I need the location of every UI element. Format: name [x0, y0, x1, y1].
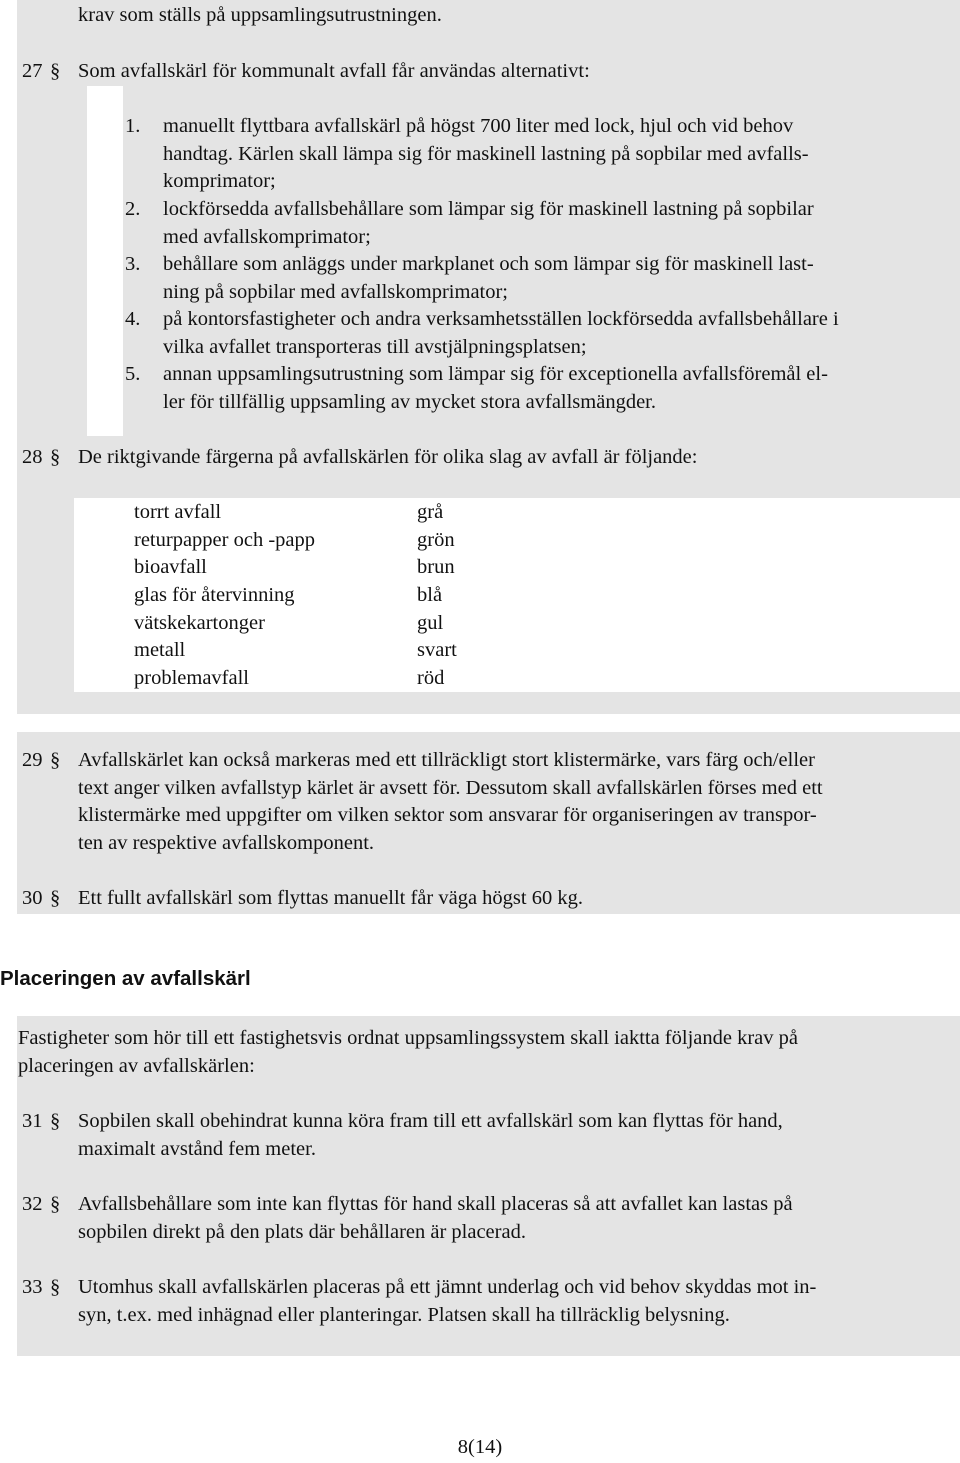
waste-type: problemavfall: [134, 667, 249, 689]
p32-line: Avfallsbehållare som inte kan flyttas för hand skall placeras så att avfallet kan lastas på: [78, 1193, 793, 1215]
list-item-number: 3.: [125, 253, 141, 275]
section-symbol: §: [50, 887, 61, 909]
list-item-line: annan uppsamlingsutrustning som lämpar sig för exceptionella avfallsföremål el-: [163, 363, 828, 385]
p28-number: 28: [22, 446, 43, 468]
list-item-line: lockförsedda avfallsbehållare som lämpar sig för maskinell lastning på sopbilar: [163, 198, 814, 220]
waste-type: glas för återvinning: [134, 584, 295, 606]
p27-text: Som avfallskärl för kommunalt avfall får användas alternativt:: [78, 60, 590, 82]
waste-type: torrt avfall: [134, 501, 222, 523]
p31-line: maximalt avstånd fem meter.: [78, 1138, 316, 1160]
section-symbol: §: [50, 1276, 61, 1298]
list-item-number: 4.: [125, 308, 141, 330]
p31-number: 31: [22, 1110, 43, 1132]
bin-color: grön: [417, 529, 455, 551]
shade-left-list: [17, 86, 87, 436]
section-symbol: §: [50, 60, 61, 82]
bin-color: röd: [417, 667, 445, 689]
p29-line: text anger vilken avfallstyp kärlet är avsett för. Dessutom skall avfallskärlen förses med ett: [78, 777, 823, 799]
bin-color: svart: [417, 639, 457, 661]
list-item-line: på kontorsfastigheter och andra verksamhetsställen lockförsedda avfallsbehållare i: [163, 308, 839, 330]
waste-type: metall: [134, 639, 186, 661]
section-symbol: §: [50, 446, 61, 468]
waste-type: returpapper och -papp: [134, 529, 315, 551]
list-item-line: behållare som anläggs under markplanet och som lämpar sig för maskinell last-: [163, 253, 814, 275]
list-item-number: 2.: [125, 198, 141, 220]
list-item-line: med avfallskomprimator;: [163, 226, 371, 248]
p30-text: Ett fullt avfallskärl som flyttas manuellt får väga högst 60 kg.: [78, 887, 583, 909]
bin-color: gul: [417, 612, 444, 634]
list-item-line: vilka avfallet transporteras till avstjälpningsplatsen;: [163, 336, 587, 358]
list-item-line: ler för tillfällig uppsamling av mycket stora avfallsmängder.: [163, 391, 657, 413]
bin-color: grå: [417, 501, 444, 523]
p33-line: Utomhus skall avfallskärlen placeras på ett jämnt underlag och vid behov skyddas mot in-: [78, 1276, 817, 1298]
p30-number: 30: [22, 887, 43, 909]
section-symbol: §: [50, 1110, 61, 1132]
p28-text: De riktgivande färgerna på avfallskärlen för olika slag av avfall är följande:: [78, 446, 698, 468]
bin-color: brun: [417, 556, 455, 578]
p29-number: 29: [22, 749, 43, 771]
bin-color: blå: [417, 584, 443, 606]
intro-line: krav som ställs på uppsamlingsutrustningen.: [78, 4, 442, 26]
p32-line: sopbilen direkt på den plats där behållaren är placerad.: [78, 1221, 526, 1243]
p33-line: syn, t.ex. med inhägnad eller planteringar. Platsen skall ha tillräcklig belysning.: [78, 1304, 730, 1326]
list-item-line: ning på sopbilar med avfallskomprimator;: [163, 281, 509, 303]
list-item-line: komprimator;: [163, 170, 276, 192]
section-symbol: §: [50, 1193, 61, 1215]
p27-number: 27: [22, 60, 43, 82]
placement-intro-line: placeringen av avfallskärlen:: [18, 1055, 255, 1077]
placement-intro-line: Fastigheter som hör till ett fastighetsvis ordnat uppsamlingssystem skall iaktta följande krav på: [18, 1027, 799, 1049]
p33-number: 33: [22, 1276, 43, 1298]
page-number: 8(14): [457, 1436, 503, 1458]
p29-line: klistermärke med uppgifter om vilken sektor som ansvarar för organiseringen av transpor-: [78, 804, 817, 826]
p31-line: Sopbilen skall obehindrat kunna köra fram till ett avfallskärl som kan flyttas för hand,: [78, 1110, 783, 1132]
list-item-line: manuellt flyttbara avfallskärl på högst 700 liter med lock, hjul och vid behov: [163, 115, 794, 137]
waste-type: bioavfall: [134, 556, 207, 578]
list-item-line: handtag. Kärlen skall lämpa sig för maskinell lastning på sopbilar med avfalls-: [163, 143, 809, 165]
list-item-number: 5.: [125, 363, 141, 385]
shade-below-table: [17, 692, 960, 714]
section-symbol: §: [50, 749, 61, 771]
p29-line: ten av respektive avfallskomponent.: [78, 832, 375, 854]
shade-table-left: [17, 498, 74, 692]
p29-line: Avfallskärlet kan också markeras med ett tillräckligt stort klistermärke, vars färg och/eller: [78, 749, 815, 771]
list-item-number: 1.: [125, 115, 141, 137]
p32-number: 32: [22, 1193, 43, 1215]
section-heading: Placeringen av avfallskärl: [0, 967, 251, 990]
waste-type: vätskekartonger: [134, 612, 265, 634]
